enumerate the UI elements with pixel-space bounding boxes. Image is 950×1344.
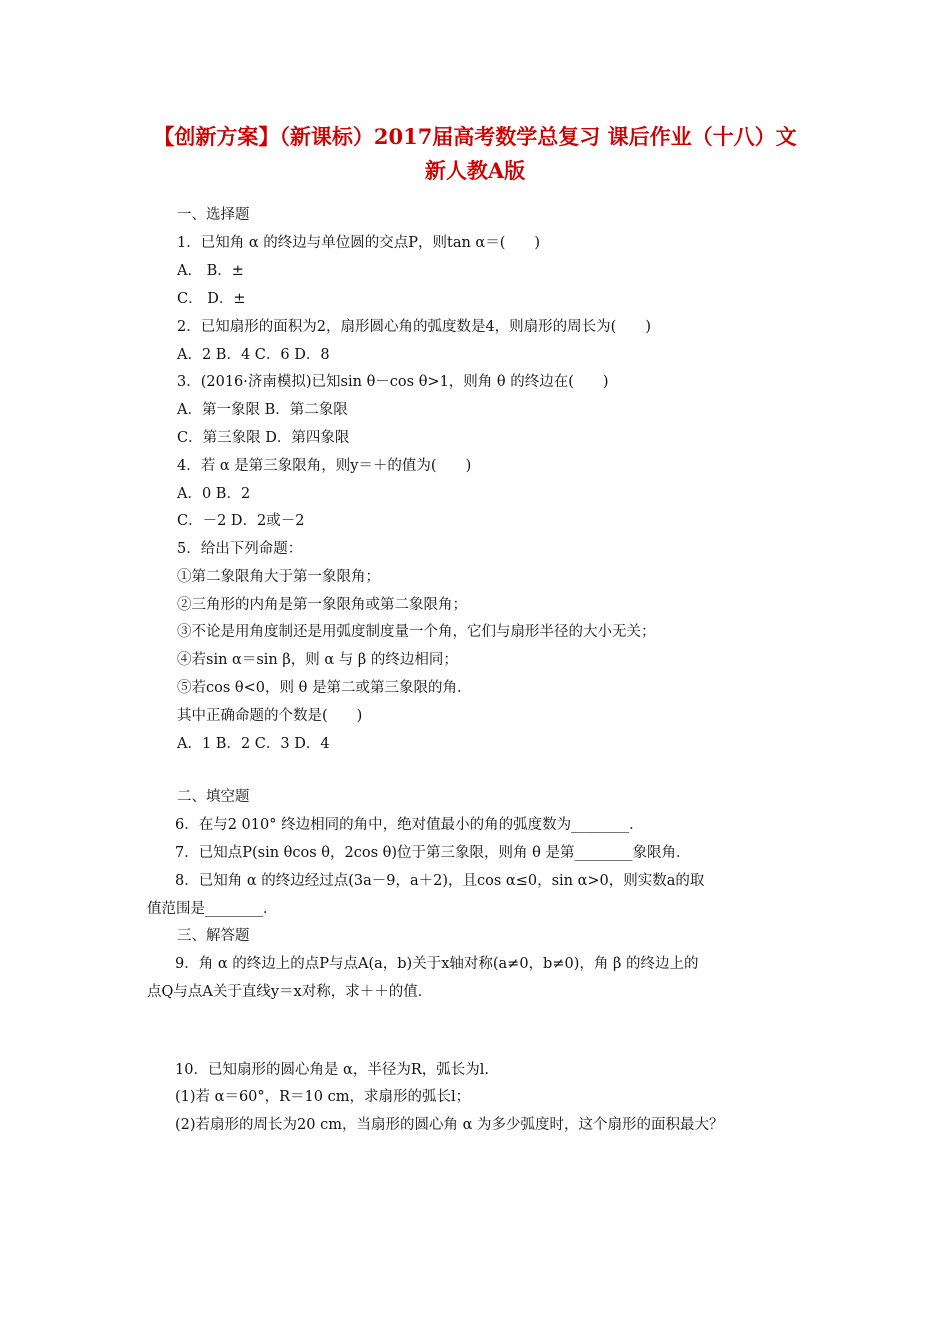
question-8: 8．已知角 α 的终边经过点(3a－9，a＋2)，且cos α≤0，sin α>0，则实数a的取 <box>175 873 705 889</box>
question-1: 1．已知角 α 的终边与单位圆的交点P，则tan α＝( ) <box>177 235 541 251</box>
question-9: 9．角 α 的终边上的点P与点A(a，b)关于x轴对称(a≠0，b≠0)，角 β 的终边上的 <box>175 956 699 972</box>
question-10-part-1: (1)若 α＝60°，R＝10 cm，求扇形的弧长l； <box>175 1089 471 1105</box>
question-7: 7．已知点P(sin θcos θ，2cos θ)位于第三象限，则角 θ 是第________象限角． <box>175 845 691 861</box>
proposition-3: ③不论是用角度制还是用弧度制度量一个角，它们与扇形半径的大小无关； <box>177 624 656 640</box>
options-3a: A．第一象限 B．第二象限 <box>177 402 348 418</box>
options-4a: A．0 B．2 <box>177 486 251 502</box>
question-10: 10．已知扇形的圆心角是 α，半径为R，弧长为l. <box>175 1062 490 1078</box>
options-5: A．1 B．2 C．3 D．4 <box>177 736 330 752</box>
section-heading: 二、填空题 <box>177 789 250 805</box>
options-1a: A． B．± <box>177 263 244 279</box>
proposition-2: ②三角形的内角是第一象限角或第二象限角； <box>177 597 467 613</box>
question-4: 4．若 α 是第三象限角，则y＝＋的值为( ) <box>177 458 472 474</box>
question-5: 5．给出下列命题： <box>177 541 303 557</box>
proposition-1: ①第二象限角大于第一象限角； <box>177 569 380 585</box>
options-4b: C．－2 D．2或－2 <box>177 513 305 529</box>
options-3b: C．第三象限 D．第四象限 <box>177 430 350 446</box>
question-9-cont: 点Q与点A关于直线y＝x对称，求＋＋的值． <box>147 984 433 1000</box>
document-title: 【创新方案】（新课标）2017届高考数学总复习 课后作业（十八）文 新人教A版 <box>153 124 797 183</box>
section-heading: 一、选择题 <box>177 207 250 223</box>
question-2: 2．已知扇形的面积为2，扇形圆心角的弧度数是4，则扇形的周长为( ) <box>177 319 651 335</box>
question-6: 6．在与2 010° 终边相同的角中，绝对值最小的角的弧度数为________． <box>175 817 644 833</box>
question-8-cont: 值范围是________． <box>147 901 278 917</box>
question-3: 3．(2016·济南模拟)已知sin θ－cos θ>1，则角 θ 的终边在( ) <box>177 374 609 390</box>
question-5-prompt: 其中正确命题的个数是( ) <box>177 708 363 724</box>
proposition-4: ④若sin α＝sin β，则 α 与 β 的终边相同； <box>177 652 458 668</box>
proposition-5: ⑤若cos θ<0，则 θ 是第二或第三象限的角． <box>177 680 472 696</box>
section-heading: 三、解答题 <box>177 928 250 944</box>
options-1b: C． D．± <box>177 291 246 307</box>
question-10-part-2: (2)若扇形的周长为20 cm，当扇形的圆心角 α 为多少弧度时，这个扇形的面积最大？ <box>175 1117 724 1133</box>
options-2: A．2 B．4 C．6 D．8 <box>177 347 330 363</box>
